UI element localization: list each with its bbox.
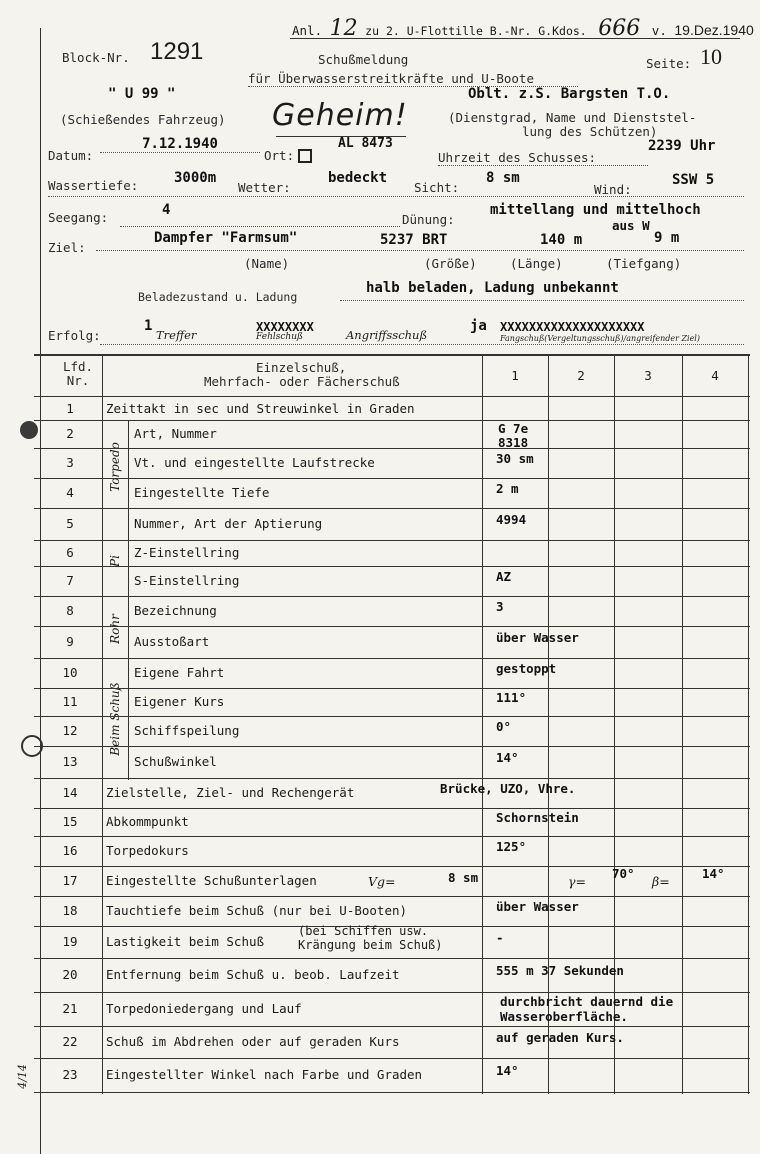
punch-hole-top: [20, 421, 38, 439]
table-row-rule: [34, 716, 750, 717]
table-row-number: 5: [66, 516, 74, 531]
table-row-number: 11: [62, 694, 78, 709]
table-vline-lfd: [102, 354, 103, 1094]
ziel-laenge: 140 m: [540, 232, 583, 248]
table-row-value: Schornstein: [496, 810, 579, 825]
table-row-rule: [34, 688, 750, 689]
table-row-value: AZ: [496, 569, 512, 584]
col-num-4: 4: [711, 368, 719, 383]
table-row-rule: [34, 866, 750, 867]
table-row-label: Nummer, Art der Aptierung: [134, 516, 323, 531]
seegang-rule: [120, 226, 400, 227]
fehlschuss-struck: XXXXXXXX: [256, 320, 314, 334]
table-row-value: 111°: [496, 690, 527, 705]
tiefgang-label: (Tiefgang): [606, 256, 682, 271]
col-num-2: 2: [577, 368, 585, 383]
wetter-label: Wetter:: [238, 180, 291, 195]
wassertiefe-value: 3000m: [174, 170, 217, 186]
ort-label: Ort:: [264, 148, 295, 163]
table-vline-right: [748, 354, 749, 1094]
table-row-label: Eingestellter Winkel nach Farbe und Graden: [106, 1067, 423, 1082]
row17-vg-value: 8 sm: [448, 870, 479, 885]
table-row-number: 6: [66, 545, 74, 560]
uhrzeit-label: Uhrzeit des Schusses:: [438, 150, 648, 166]
wind-label: Wind:: [594, 182, 632, 197]
table-row-value: 2 m: [496, 481, 519, 496]
section-pi: Pi: [108, 555, 122, 567]
treffer-label: Treffer: [156, 328, 197, 342]
section-beim-schuss: Beim Schuß: [108, 682, 122, 756]
table-row-rule: [34, 1092, 750, 1093]
table-row-number: 19: [62, 934, 78, 949]
flotille-label: zu 2. U-Flottille B.-Nr. G.Kdos.: [365, 24, 587, 38]
row17-gamma-value: 70°: [612, 866, 635, 881]
row17-beta-label: β=: [652, 874, 670, 889]
table-row-label: S-Einstellring: [134, 573, 240, 588]
wassertiefe-rule: [48, 196, 744, 197]
table-row-number: 4: [66, 485, 74, 500]
col-num-1: 1: [511, 368, 519, 383]
wassertiefe-label: Wassertiefe:: [48, 178, 139, 193]
table-row-rule: [34, 1058, 750, 1059]
vessel-value: " U 99 ": [108, 86, 176, 102]
duenung-label: Dünung:: [402, 212, 455, 227]
table-row-value: Brücke, UZO, Vhre.: [440, 781, 576, 796]
form-title: Schußmeldung: [318, 52, 409, 67]
table-row-value: 14°: [496, 750, 519, 765]
table-row-number: 15: [62, 814, 78, 829]
sicht-value: 8 sm: [486, 170, 520, 186]
table-row-number: 16: [62, 843, 78, 858]
block-number: 1291: [150, 38, 204, 65]
section-rohr: Rohr: [108, 614, 122, 644]
table-row-number: 18: [62, 903, 78, 918]
table-row-number: 20: [62, 967, 78, 982]
table-row-rule: [34, 626, 750, 627]
table-row-label: Z-Einstellring: [134, 545, 240, 560]
row19-note-2: Krängung beim Schuß): [298, 938, 443, 952]
ziel-groesse: 5237 BRT: [380, 232, 448, 248]
table-row-label: Lastigkeit beim Schuß: [106, 934, 265, 949]
table-row-value: über Wasser: [496, 630, 579, 645]
ziel-tiefgang: 9 m: [654, 230, 680, 246]
table-row-label: Bezeichnung: [134, 603, 217, 618]
table-row-number: 22: [62, 1034, 78, 1049]
row19-note: [298, 924, 443, 952]
wetter-value: bedeckt: [328, 170, 388, 186]
seegang-label: Seegang:: [48, 210, 109, 225]
wind-value: SSW 5: [672, 172, 715, 188]
table-row-rule: [34, 896, 750, 897]
table-row-number: 23: [62, 1067, 78, 1082]
fangschuss-label: Fangschuß(Vergeltungsschuß)/angreifender Ziel): [500, 334, 700, 343]
datum-label: Datum:: [48, 148, 94, 163]
table-row-number: 3: [66, 455, 74, 470]
table-row-label: Vt. und eingestellte Laufstrecke: [134, 455, 375, 470]
seite-value: 10: [700, 44, 722, 69]
table-row-label: Schuß im Abdrehen oder auf geraden Kurs: [106, 1034, 400, 1049]
row17-beta-value: 14°: [702, 866, 725, 881]
table-row-rule: [34, 566, 750, 567]
table-row-label: Art, Nummer: [134, 426, 217, 441]
table-row-label: Torpedoniedergang und Lauf: [106, 1001, 302, 1016]
vessel-label: (Schießendes Fahrzeug): [60, 112, 226, 127]
erfolg-rule: [100, 344, 744, 345]
ziel-label: Ziel:: [48, 240, 86, 255]
beladezustand-label: Beladezustand u. Ladung: [138, 290, 298, 304]
table-row-number: 2: [66, 426, 74, 441]
table-row-rule: [34, 448, 750, 449]
table-row-label: Tauchtiefe beim Schuß (nur bei U-Booten): [106, 903, 408, 918]
form-subtitle: für Überwasserstreitkräfte und U-Boote: [248, 71, 578, 87]
table-row-number: 1: [66, 401, 74, 416]
duenung-value: mittellang und mittelhoch: [490, 202, 701, 218]
fehlschuss-label: Fehlschuß: [256, 332, 304, 342]
kdos-number: 666: [598, 16, 641, 41]
commander-label-1: (Dienstgrad, Name und Dienststel-: [448, 110, 697, 125]
table-vline-col1: [482, 354, 483, 1094]
col-lfd-header: Lfd. Nr.: [62, 359, 94, 388]
table-row-number: 21: [62, 1001, 78, 1016]
table-row-label: Zeittakt in sec und Streuwinkel in Graden: [106, 401, 415, 416]
ziel-rule: [96, 250, 744, 251]
row17-gamma-label: γ=: [568, 874, 586, 889]
datum-value: 7.12.1940: [100, 136, 260, 153]
table-row-value: -: [496, 930, 504, 945]
erfolg-hits: 1: [144, 318, 153, 334]
table-row-value: 125°: [496, 839, 527, 854]
duenung-value-2: aus W: [612, 218, 650, 233]
table-row-label: Torpedokurs: [106, 843, 189, 858]
stamp-ref: AL 8473: [338, 136, 393, 151]
table-row-value: gestoppt: [496, 661, 557, 676]
anl-label: Anl.: [292, 23, 323, 38]
anl-number: 12: [329, 16, 358, 41]
table-row-rule: [34, 1026, 750, 1027]
row19-note-1: (bei Schiffen usw.: [298, 924, 429, 938]
fangschuss-struck: XXXXXXXXXXXXXXXXXXXX: [500, 320, 645, 334]
table-row-value: 3: [496, 599, 504, 614]
table-row-rule: [34, 808, 750, 809]
table-row-value: durchbricht dauernd die Wasseroberfläche.: [500, 994, 674, 1024]
name-label: (Name): [244, 256, 290, 271]
section-torpedo: Torpedo: [108, 442, 122, 492]
table-row-rule: [34, 746, 750, 747]
block-label: Block-Nr.: [62, 50, 130, 65]
angriffsschuss-value: ja: [470, 318, 487, 334]
table-row-value: 14°: [496, 1063, 519, 1078]
table-row-number: 17: [62, 873, 78, 888]
table-row-number: 9: [66, 634, 74, 649]
margin-note: 4/14: [15, 1064, 29, 1089]
ziel-name: Dampfer "Farmsum": [154, 230, 298, 246]
table-row-number: 12: [62, 723, 78, 738]
table-row-rule: [34, 420, 750, 421]
table-row-rule: [34, 596, 750, 597]
table-row-label: Eigene Fahrt: [134, 665, 225, 680]
geheim-stamp: Geheim!: [272, 98, 408, 133]
commander-label-2: lung des Schützen): [522, 124, 658, 139]
table-vline-section: [128, 420, 129, 780]
table-row-label: Schiffspeilung: [134, 723, 240, 738]
table-row-rule: [34, 540, 750, 541]
table-row-value: 555 m 37 Sekunden: [496, 963, 624, 978]
col-desc-header-2: Mehrfach- oder Fächerschuß: [204, 374, 400, 389]
table-row-number: 7: [66, 573, 74, 588]
table-row-rule: [34, 958, 750, 959]
date-stamp: 19.Dez.1940: [674, 22, 754, 38]
table-row-value: über Wasser: [496, 899, 579, 914]
table-row-number: 14: [62, 785, 78, 800]
table-row-rule: [34, 992, 750, 993]
laenge-label: (Länge): [510, 256, 563, 271]
table-row-value: 30 sm: [496, 451, 534, 466]
col-desc-header-1: Einzelschuß,: [256, 360, 347, 375]
table-vline-col2: [548, 354, 549, 1094]
angriffsschuss-label: Angriffsschuß: [346, 328, 428, 342]
ort-checkbox: [298, 149, 312, 163]
table-row-number: 8: [66, 603, 74, 618]
uhrzeit-value: 2239 Uhr: [648, 138, 716, 154]
table-row-value: 4994: [496, 512, 527, 527]
table-row-label: Eigener Kurs: [134, 694, 225, 709]
erfolg-label: Erfolg:: [48, 328, 101, 343]
table-row-value: auf geraden Kurs.: [496, 1030, 624, 1045]
table-row-label: Schußwinkel: [134, 754, 217, 769]
groesse-label: (Größe): [424, 256, 477, 271]
seegang-value: 4: [162, 202, 171, 218]
table-row-label: Abkommpunkt: [106, 814, 189, 829]
beladezustand-value: halb beladen, Ladung unbekannt: [366, 280, 619, 296]
table-row-label: Zielstelle, Ziel- und Rechengerät: [106, 785, 355, 800]
table-row-rule: [34, 836, 750, 837]
table-vline-col4: [682, 354, 683, 1094]
date-prefix: v.: [651, 23, 667, 38]
table-row-rule: [34, 778, 750, 779]
beladezustand-rule: [340, 300, 744, 301]
table-row-rule: [34, 508, 750, 509]
sicht-label: Sicht:: [414, 180, 460, 195]
row17-vg-label: Vg=: [368, 874, 396, 889]
commander-value: Oblt. z.S. Bargsten T.O.: [468, 86, 671, 102]
table-row-label: Entfernung beim Schuß u. beob. Laufzeit: [106, 967, 400, 982]
seite-label: Seite:: [646, 56, 692, 71]
table-vline-col3: [614, 354, 615, 1094]
table-row-label: Eingestellte Schußunterlagen: [106, 873, 317, 888]
anl-line: [292, 16, 754, 41]
table-row-label: Eingestellte Tiefe: [134, 485, 270, 500]
table-row-rule: [34, 658, 750, 659]
table-row-number: 10: [62, 665, 78, 680]
col-num-3: 3: [644, 368, 652, 383]
table-header-rule: [34, 396, 750, 397]
table-row-value: 0°: [496, 719, 512, 734]
table-top-rule: [34, 354, 750, 356]
table-row-rule: [34, 478, 750, 479]
table-row-value: G 7e 8318: [498, 421, 529, 450]
table-row-number: 13: [62, 754, 78, 769]
table-row-label: Ausstoßart: [134, 634, 210, 649]
